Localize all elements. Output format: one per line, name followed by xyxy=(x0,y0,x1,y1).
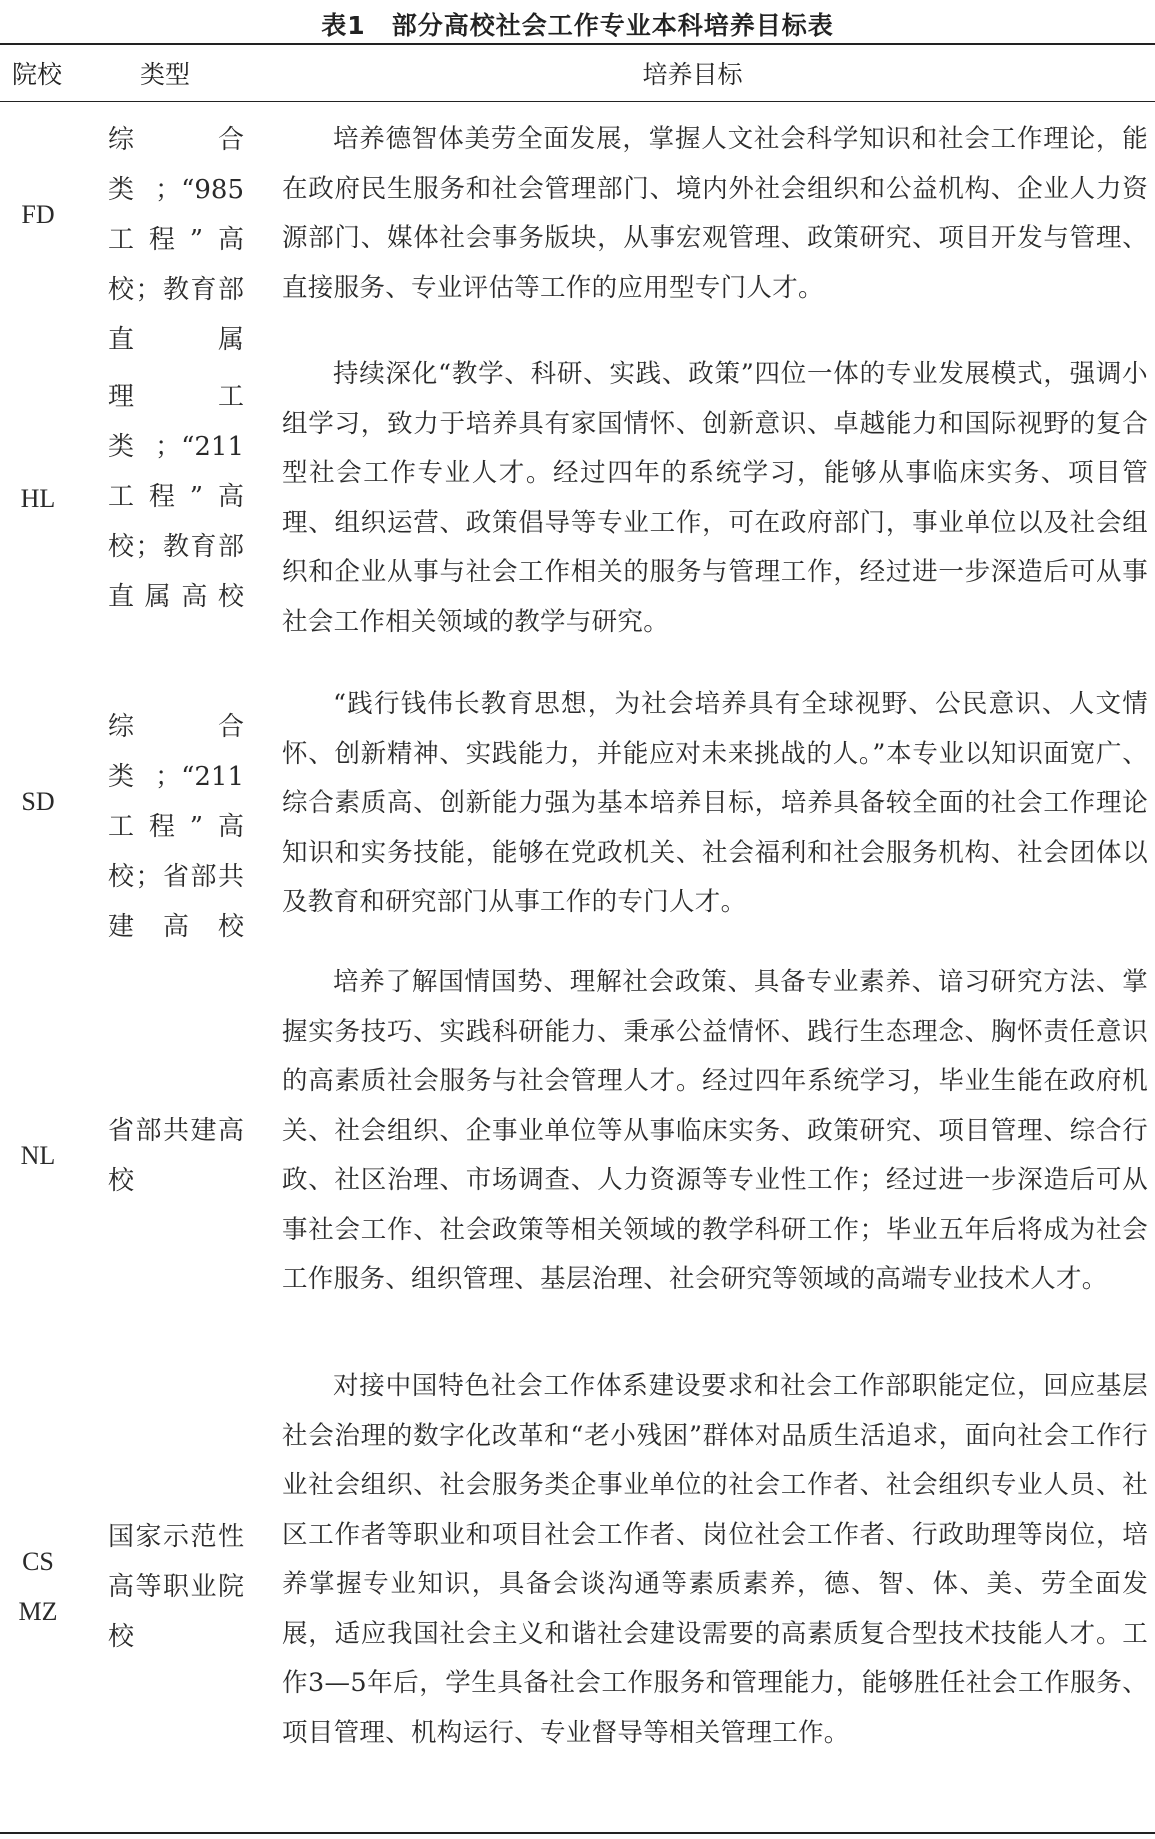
school-cell: HL xyxy=(20,484,56,513)
goal-cell: “践行钱伟长教育思想，为社会培养具有全球视野、公民意识、人文情怀、创新精神、实践能力，并能应对未来挑战的人。”本专业以知识面宽广、综合素质高、创新能力强为基本培养目标，培养具备较全面的社会工作理论知识和实务技能，能够在党政机关、社会福利和社会服务机构、社会团体以及教育和研究部门从事工作的专门人才。 xyxy=(282,689,1148,917)
table-caption: 表1 部分高校社会工作专业本科培养目标表 xyxy=(321,11,834,40)
type-cell: 综合类；“985工程”高校；教育部直属 xyxy=(108,125,244,355)
goal-cell: 培养德智体美劳全面发展，掌握人文社会科学知识和社会工作理论，能在政府民生服务和社会管理部门、境内外社会组织和公益机构、企业人力资源部门、媒体社会事务版块，从事宏观管理、政策研究、项目开发与管理、直接服务、专业评估等工作的应用型专门人才。 xyxy=(282,124,1148,303)
school-cell: NL xyxy=(20,1141,56,1170)
goal-cell: 持续深化“教学、科研、实践、政策”四位一体的专业发展模式，强调小组学习，致力于培养具有家国情怀、创新意识、卓越能力和国际视野的复合型社会工作专业人才。经过四年的系统学习，能够从事临床实务、项目管理、组织运营、政策倡导等专业工作，可在政府部门，事业单位以及社会组织和企业从事与社会工作相关的服务与管理工作，经过进一步深造后可从事社会工作相关领域的教学与研究。 xyxy=(282,359,1148,637)
top-rule xyxy=(0,43,1155,45)
school-cell: CS MZ xyxy=(18,1547,58,1626)
header-rule xyxy=(0,101,1155,102)
type-cell: 综合类；“211工程”高校；省部共建高校 xyxy=(108,712,244,942)
header-type: 类型 xyxy=(140,60,191,89)
header-school: 院校 xyxy=(12,60,63,89)
goal-cell: 培养了解国情国势、理解社会政策、具备专业素养、谙习研究方法、掌握实务技巧、实践科研能力、秉承公益情怀、践行生态理念、胸怀责任意识的高素质社会服务与社会管理人才。经过四年系统学习，毕业生能在政府机关、社会组织、企事业单位等从事临床实务、政策研究、项目管理、综合行政、社区治理、市场调查、人力资源等专业性工作；经过进一步深造后可从事社会工作、社会政策等相关领域的教学科研工作；毕业五年后将成为社会工作服务、组织管理、基层治理、社会研究等领域的高端专业技术人才。 xyxy=(282,967,1148,1294)
school-cell: FD xyxy=(21,200,55,229)
type-cell: 理工类；“211工程”高校；教育部直属高校 xyxy=(108,382,244,612)
header-goal: 培养目标 xyxy=(642,60,743,89)
goal-cell: 对接中国特色社会工作体系建设要求和社会工作部职能定位，回应基层社会治理的数字化改革和“老小残困”群体对品质生活追求，面向社会工作行业社会组织、社会服务类企事业单位的社会工作者、社会组织专业人员、社区工作者等职业和项目社会工作者、岗位社会工作者、行政助理等岗位，培养掌握专业知识，具备会谈沟通等素质素养，德、智、体、美、劳全面发展，适应我国社会主义和谐社会建设需要的高素质复合型技术技能人才。工作3—5年后，学生具备社会工作服务和管理能力，能够胜任社会工作服务、项目管理、机构运行、专业督导等相关管理工作。 xyxy=(282,1371,1148,1748)
school-cell: SD xyxy=(21,787,55,816)
type-cell: 省部共建高校 xyxy=(108,1116,244,1196)
type-cell: 国家示范性高等职业院校 xyxy=(108,1522,244,1652)
bottom-rule xyxy=(0,1832,1155,1834)
